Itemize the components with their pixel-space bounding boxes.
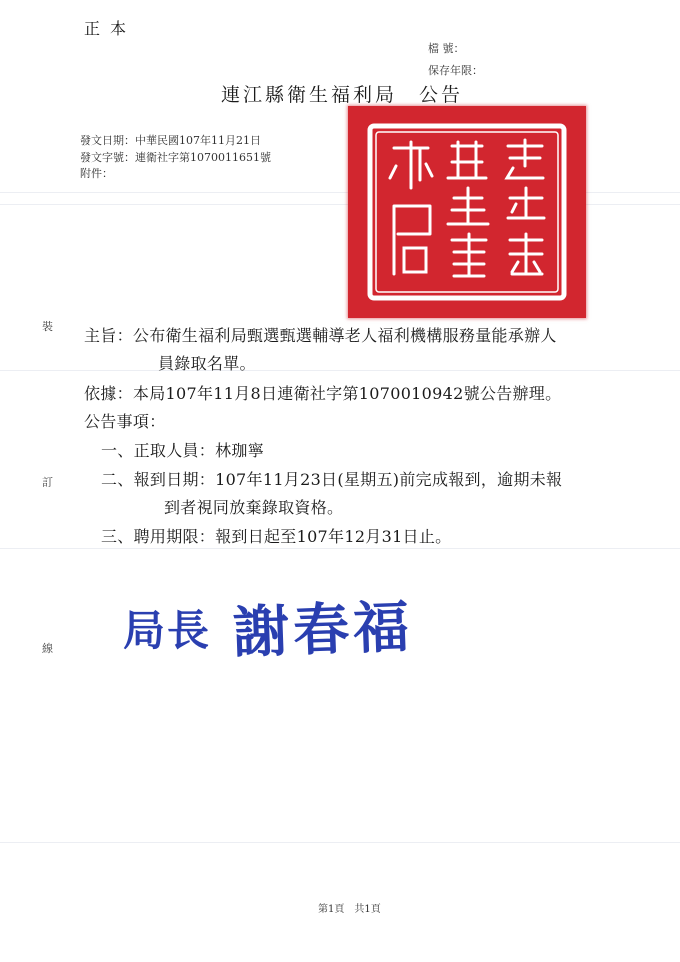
signature-name: 謝春福 xyxy=(232,593,415,667)
items-heading: 公告事項： xyxy=(84,412,166,431)
attachment-label: 附件： xyxy=(80,167,113,180)
signature-title: 局長 xyxy=(123,606,212,655)
binding-mark-bind: 裝 xyxy=(42,320,53,333)
item-1: 一、正取人員：林珈寧 xyxy=(101,441,265,460)
binding-mark-staple: 訂 xyxy=(42,476,53,489)
item-3: 三、聘用期限：報到日起至107年12月31日止。 xyxy=(101,527,452,546)
issue-number: 發文字號：連衛社字第1070011651號 xyxy=(80,151,271,164)
basis-line: 依據：本局107年11月8日連衛社字第1070010942號公告辦理。 xyxy=(84,384,562,403)
page-number: 第1頁 共1頁 xyxy=(318,904,381,915)
retention-period-label: 保存年限： xyxy=(428,64,483,77)
subject-line-2: 員錄取名單。 xyxy=(158,354,256,373)
official-seal xyxy=(348,106,586,318)
scan-line xyxy=(0,370,680,371)
scan-line xyxy=(0,548,680,549)
binding-mark-line: 線 xyxy=(42,642,53,655)
archive-number-label: 檔 號： xyxy=(428,42,465,55)
page-title: 連江縣衛生福利局 公告 xyxy=(221,84,464,106)
copy-mark: 正本 xyxy=(84,19,137,38)
signature-stamp xyxy=(115,582,445,672)
item-2-line-1: 二、報到日期：107年11月23日(星期五)前完成報到，逾期未報 xyxy=(101,470,563,489)
subject-line-1: 主旨：公布衛生福利局甄選甄選輔導老人福利機構服務量能承辦人 xyxy=(84,326,557,345)
issue-date: 發文日期：中華民國107年11月21日 xyxy=(80,134,261,147)
scan-line xyxy=(0,842,680,843)
item-2-line-2: 到者視同放棄錄取資格。 xyxy=(164,498,344,517)
